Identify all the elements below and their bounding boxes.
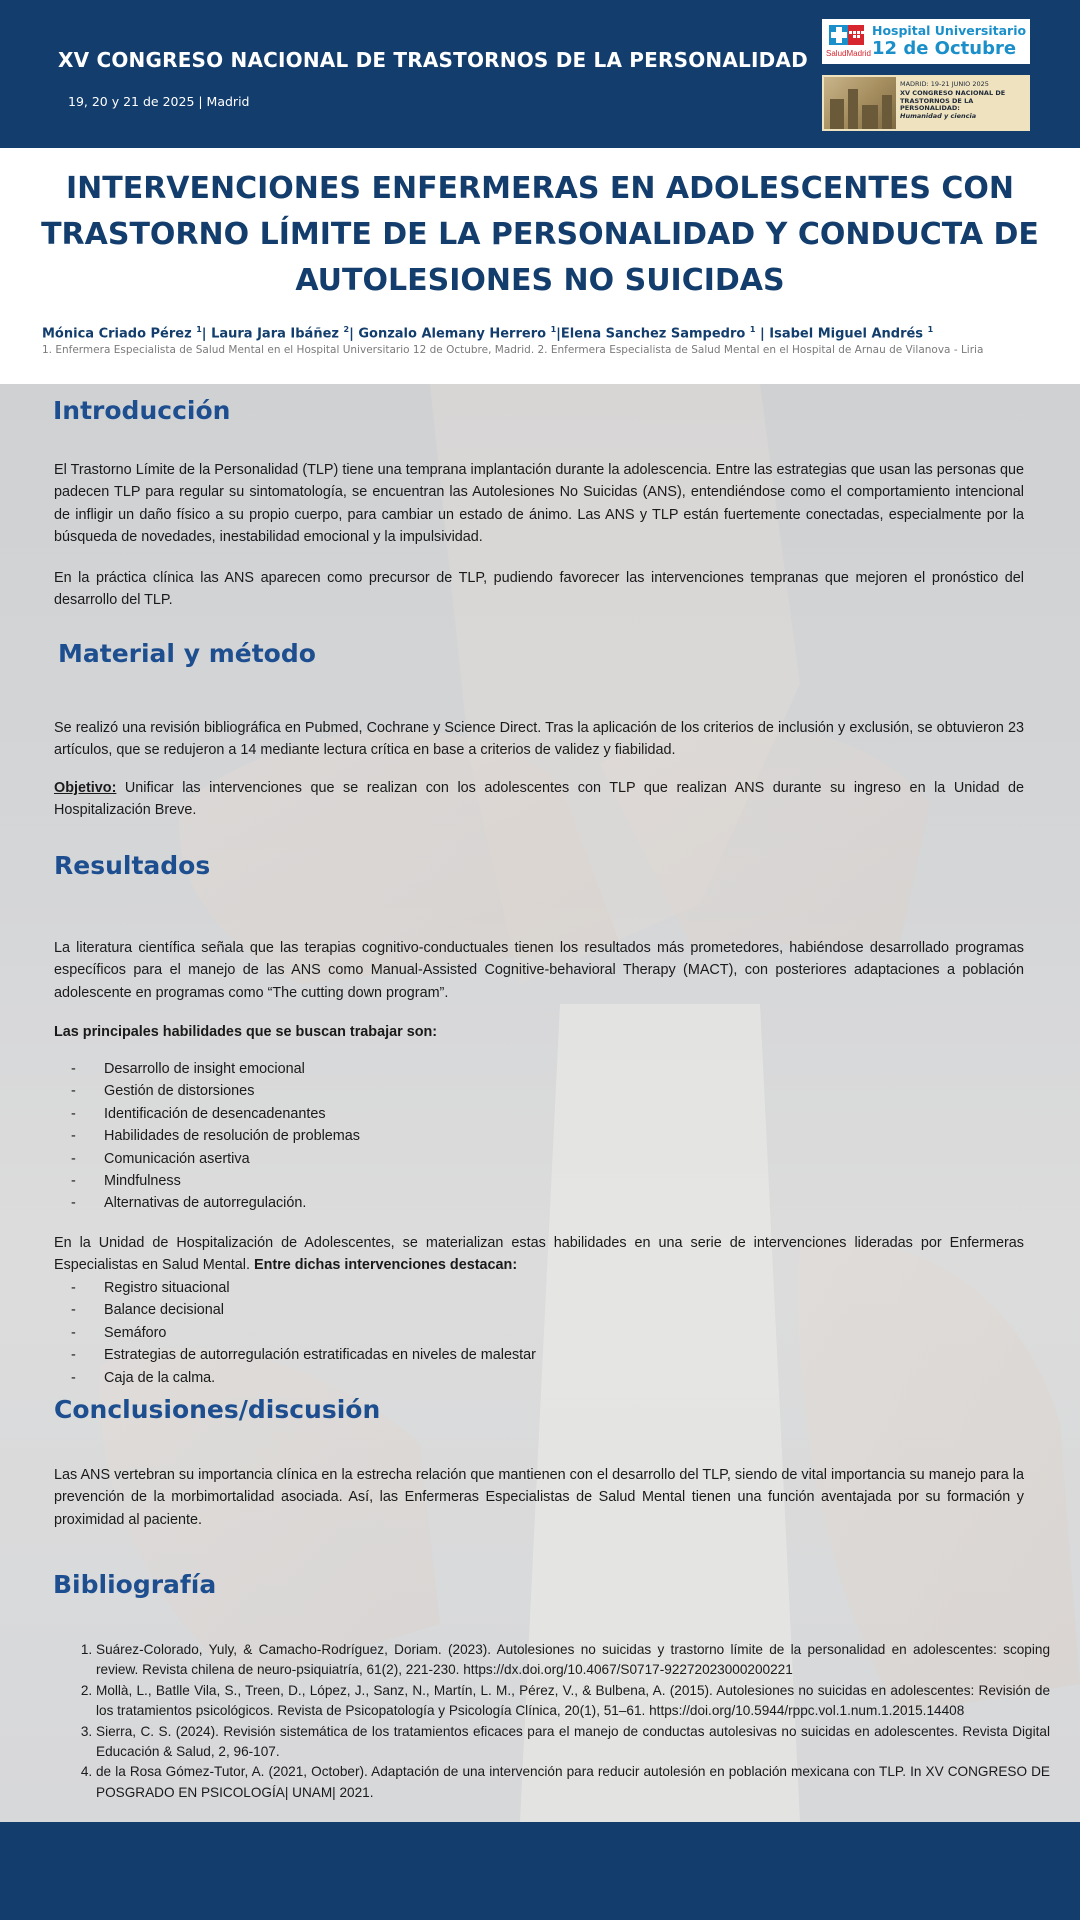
- interventions-list: [54, 1277, 994, 1389]
- list-item: - Habilidades de resolución de problemas: [54, 1125, 994, 1147]
- badge-motto: Humanidad y ciencia: [900, 112, 977, 121]
- interventions-paragraph: [54, 1232, 1024, 1277]
- congress-badge: [822, 75, 1030, 131]
- resultados-paragraph: La literatura científica señala que las terapias cognitivo-conductuales tienen los resultados más prometedores, habiéndose desarrollado programas específicos para el manejo de las ANS como Manual-Assisted Cognitive-behavioral Therapy (MACT), con posteriores adaptaciones a población adolescente en programas como “The cutting down program”.: [54, 940, 1024, 1001]
- objetivo-paragraph: [54, 777, 1024, 822]
- badge-congress: XV CONGRESO NACIONAL DE TRASTORNOS DE LA PERSONALIDAD:: [900, 89, 1006, 112]
- hospital-logo: [822, 19, 1030, 64]
- hospital-name-line2: 12 de Octubre: [872, 37, 1017, 59]
- author-name: Isabel Miguel Andrés: [769, 326, 928, 342]
- poster-title: INTERVENCIONES ENFERMERAS EN ADOLESCENTES CON TRASTORNO LÍMITE DE LA PERSONALIDAD Y CONDUCTA DE AUTOLESIONES NO SUICIDAS: [41, 171, 1039, 298]
- list-item: - Balance decisional: [54, 1299, 994, 1321]
- objetivo-text: Unificar las intervenciones que se realizan con los adolescentes con TLP que realizan ANS durante su ingreso en la Unidad de Hospitalización Breve.: [54, 780, 1024, 819]
- author-affiliation: 1: [749, 325, 756, 334]
- author-name: Mónica Criado Pérez: [42, 326, 197, 342]
- author-separator: |: [755, 326, 770, 342]
- list-item: - Identificación de desencadenantes: [54, 1103, 994, 1125]
- author-list: [42, 325, 1052, 341]
- resultados-heading: Resultados: [54, 851, 211, 880]
- introduccion-paragraph: El Trastorno Límite de la Personalidad (TLP) tiene una temprana implantación durante la adolescencia. Entre las estrategias que usan las personas que padecen TLP para regular su sintomatología, se encuentran las Autolesiones No Suicidas (ANS), entendiéndose como el comportamiento intencional de infligir un daño físico a su propio cuerpo, para cambiar un estado de ánimo. Las ANS y TLP están fuertemente conectadas, especialmente por la búsqueda de novedades, inestabilidad emocional y la impulsividad.: [54, 462, 1024, 546]
- introduccion-heading: Introducción: [53, 396, 231, 425]
- list-item: - Comunicación asertiva: [54, 1148, 994, 1170]
- author-affiliation: 2: [343, 325, 350, 334]
- affiliations: 1. Enfermera Especialista de Salud Mental en el Hospital Universitario 12 de Octubre, Madrid. 2. Enfermera Especialista de Salud Mental en el Hospital de Arnau de Vilanova - Liria: [42, 344, 984, 356]
- bibliography-item: 2. Mollà, L., Batlle Vila, S., Treen, D., López, J., Sanz, N., Martín, L. M., Pérez, V., & Bulbena, A. (2015). Autolesiones no suicidas en adolescentes: Revisión de los tratamientos psicológicos. Revista de Psicopatología y Psicología Clínica, 20(1), 51–61. https://doi.org/10.5944/rppc.vol.1.num.1.2015.14408: [96, 1681, 1050, 1722]
- bibliografia-heading: Bibliografía: [53, 1570, 217, 1599]
- author-separator: |: [349, 326, 359, 342]
- list-item: - Estrategias de autorregulación estratificadas en niveles de malestar: [54, 1344, 994, 1366]
- conclusiones-paragraph: Las ANS vertebran su importancia clínica en la estrecha relación que mantienen con el desarrollo del TLP, siendo de vital importancia su manejo para la prevención de la morbimortalidad asociada. Así, las Enfermeras Especialistas de Salud Mental tienen una función aventajada por su formación y proximidad al paciente.: [54, 1467, 1024, 1528]
- list-item: - Desarrollo de insight emocional: [54, 1058, 994, 1080]
- congress-title: XV CONGRESO NACIONAL DE TRASTORNOS DE LA PERSONALIDAD: [58, 48, 808, 72]
- badge-date: MADRID: 19-21 JUNIO 2025: [900, 80, 989, 88]
- salud-madrid-logo-icon: [826, 23, 871, 61]
- list-item: - Registro situacional: [54, 1277, 994, 1299]
- skills-list: [54, 1058, 994, 1215]
- salud-madrid-text: SaludMadrid: [826, 48, 871, 58]
- list-item: - Semáforo: [54, 1322, 994, 1344]
- hospital-name-line1: Hospital Universitario: [872, 23, 1027, 39]
- list-item: - Mindfulness: [54, 1170, 994, 1192]
- conclusiones-heading: Conclusiones/discusión: [54, 1395, 381, 1424]
- list-item: - Gestión de distorsiones: [54, 1080, 994, 1102]
- footer-banner: [0, 1822, 1080, 1920]
- metodo-paragraph: Se realizó una revisión bibliográfica en Pubmed, Cochrane y Science Direct. Tras la aplicación de los criterios de inclusión y exclusión, se obtuvieron 23 artículos, que se redujeron a 14 mediante lectura crítica en base a criterios de validez y fiabilidad.: [54, 720, 1024, 759]
- author-separator: |: [556, 326, 561, 342]
- author-affiliation: 1: [550, 325, 557, 334]
- interventions-strong: Entre dichas intervenciones destacan:: [253, 1257, 518, 1274]
- congress-illustration-icon: [824, 77, 896, 129]
- author-affiliation: 1: [196, 325, 202, 334]
- introduccion-paragraph: En la práctica clínica las ANS aparecen como precursor de TLP, pudiendo favorecer las intervenciones tempranas que mejoren el pronóstico del desarrollo del TLP.: [54, 570, 1024, 609]
- author-name: Gonzalo Alemany Herrero: [358, 326, 551, 342]
- metodo-heading: Material y método: [58, 639, 316, 668]
- header-banner: [0, 0, 1080, 148]
- interventions-text: En la Unidad de Hospitalización de Adolescentes, se materializan estas habilidades en una serie de intervenciones lideradas por Enfermeras Especialistas en Salud Mental.: [54, 1235, 1024, 1274]
- bibliography-item: 1. Suárez-Colorado, Yuly, & Camacho-Rodríguez, Doriam. (2023). Autolesiones no suicidas y trastorno límite de la personalidad en adolescentes: scoping review. Revista chilena de neuro-psiquiatría, 61(2), 221-230. https://dx.doi.org/10.4067/S0717-92272023000200221: [96, 1640, 1050, 1681]
- list-item: - Alternativas de autorregulación.: [54, 1192, 994, 1214]
- skills-intro: Las principales habilidades que se buscan trabajar son:: [54, 1024, 438, 1040]
- bibliography-list: [74, 1640, 1050, 1803]
- author-name: Laura Jara Ibáñez: [211, 326, 344, 342]
- poster-body: [0, 384, 1080, 1822]
- author-separator: |: [201, 326, 212, 342]
- bibliography-item: 3. Sierra, C. S. (2024). Revisión sistemática de los tratamientos eficaces para el manejo de conductas autolesivas no suicidas en adolescentes. Revista Digital Educación & Salud, 2, 96-107.: [96, 1722, 1050, 1763]
- list-item: - Caja de la calma.: [54, 1367, 994, 1389]
- author-name: Elena Sanchez Sampedro: [560, 326, 750, 342]
- bibliography-item: 4. de la Rosa Gómez-Tutor, A. (2021, October). Adaptación de una intervención para reducir autolesión en población mexicana con TLP. In XV CONGRESO DE POSGRADO EN PSICOLOGÍA| UNAM| 2021.: [96, 1762, 1050, 1803]
- objetivo-label: Objetivo:: [54, 780, 117, 796]
- author-affiliation: 1: [927, 325, 934, 334]
- congress-date: 19, 20 y 21 de 2025 | Madrid: [68, 94, 250, 109]
